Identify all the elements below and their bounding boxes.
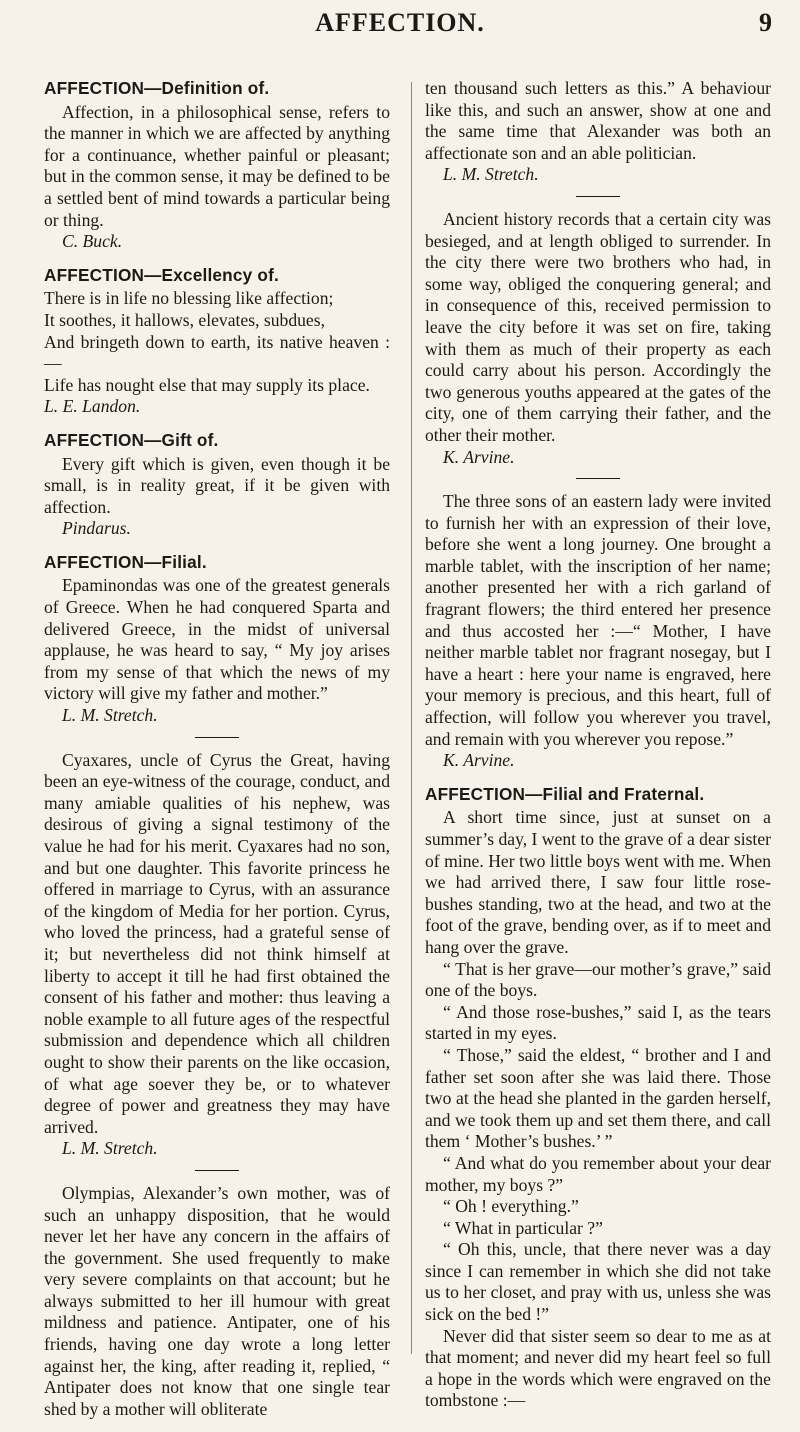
attribution: K. Arvine. bbox=[443, 446, 515, 467]
entry-text: ten thousand such letters as this.” A behaviour like this, and such an answer, show at one and the same time that Alexander was both an affectionate son and an able politician. bbox=[425, 78, 771, 163]
entry-filial-continued bbox=[425, 78, 771, 772]
attribution: L. E. Landon. bbox=[44, 396, 141, 417]
right-column bbox=[425, 78, 771, 1424]
separator-rule bbox=[195, 1170, 239, 1171]
entry-text: Ancient history records that a certain city was besieged, and at length obliged to surrender. In the city there were two brothers who had, in some way, obliged the conquering general; and in consequence of this, received permission to leave the city before it was set on fire, taking with them as much of their property as each could carry about his person. Accordingly the two generous youths appeared at the gates of the city, one of them carrying their father, and the other their mother. bbox=[425, 208, 771, 445]
verse-line: It soothes, it hallows, elevates, subdues, bbox=[44, 309, 325, 330]
dialogue-line: “ Oh this, uncle, that there never was a day since I can remember in which she did not take us to her closet, and pray with us, unless she was sick on the bed !” bbox=[425, 1239, 771, 1325]
entry-excellency bbox=[44, 265, 390, 418]
attribution: L. M. Stretch. bbox=[62, 705, 158, 726]
entry-text: Cyaxares, uncle of Cyrus the Great, having been an eye-witness of the courage, conduct, and many amiable qualities of his nephew, was desirous of giving a signal testimony of the value he had for his merit. Cyaxares had no son, and but one daughter. This favorite princess he offered in marriage to Cyrus, with an assurance of the kingdom of Media for her portion. Cyrus, who loved the princess, had a grateful sense of it; but nevertheless did not think himself at liberty to accept it till he had first obtained the consent of his father and mother: thus leaving a noble example to all future ages of the respectful submission and dependence which all children ought to show their parents on the like occasion, of what age soever they be, or to whatever degree of power and greatness they may have arrived. bbox=[44, 749, 390, 1137]
entry-gift bbox=[44, 430, 390, 540]
entry-text: Affection, in a philosophical sense, refers to the manner in which we are affected by anything for a continuance, whether painful or pleasant; but in the common sense, it may be defined to be a settled bent of mind towards a particular being or thing. bbox=[44, 101, 390, 230]
dialogue-line: “ That is her grave—our mother’s grave,” said one of the boys. bbox=[425, 958, 771, 1001]
column-divider bbox=[411, 82, 412, 1354]
dialogue-line: “ Oh ! everything.” bbox=[443, 1196, 579, 1217]
dialogue-line: “ And those rose-bushes,” said I, as the tears started in my eyes. bbox=[425, 1001, 771, 1044]
entry-text: A short time since, just at sunset on a summer’s day, I went to the grave of a dear sister of mine. Her two little boys went with me. When we had arrived there, I saw four little rose-bushes standing, two at the head, and two at the foot of the grave, bending over, as if to meet and hang over the grave. bbox=[425, 807, 771, 957]
dialogue-line: “ And what do you remember about your dear mother, my boys ?” bbox=[425, 1152, 771, 1195]
entry-heading: AFFECTION—Excellency of. bbox=[44, 264, 279, 285]
entry-heading: AFFECTION—Definition of. bbox=[44, 78, 270, 98]
running-head bbox=[0, 6, 800, 46]
entry-filial bbox=[44, 552, 390, 1421]
entry-text: Olympias, Alexander’s own mother, was of such an unhappy disposition, that he would never let her have any concern in the affairs of the government. She used frequently to make very severe complaints on that account; but he always submitted to her ill humour with great mildness and patience. Antipater, one of his friends, having one day wrote a long letter against her, the king, after reading it, replied, “ Antipater does not know that one single tear shed by a mother will obliterate bbox=[44, 1182, 390, 1419]
entry-filial-fraternal bbox=[425, 784, 771, 1412]
running-title: AFFECTION. bbox=[315, 8, 485, 37]
left-column bbox=[44, 78, 390, 1432]
entry-heading: AFFECTION—Filial and Fraternal. bbox=[425, 783, 705, 804]
separator-rule bbox=[195, 737, 239, 738]
attribution: K. Arvine. bbox=[443, 750, 515, 771]
dialogue-line: Never did that sister seem so dear to me as at that moment; and never did my heart feel so full a hope in the words which were engraved on the tombstone :— bbox=[425, 1325, 771, 1411]
page-number: 9 bbox=[759, 8, 772, 37]
dialogue-line: “ What in particular ?” bbox=[443, 1217, 603, 1238]
separator-rule bbox=[576, 196, 620, 197]
entry-definition bbox=[44, 78, 390, 253]
attribution: L. M. Stretch. bbox=[443, 164, 539, 185]
verse-line: Life has nought else that may supply its place. bbox=[44, 374, 370, 395]
entry-text: Epaminondas was one of the greatest generals of Greece. When he had conquered Sparta and delivered Greece, in the midst of universal applause, he was heard to say, “ My joy arises from my sense of that which the news of my victory will give my father and mother.” bbox=[44, 575, 390, 704]
separator-rule bbox=[576, 478, 620, 479]
entry-heading: AFFECTION—Filial. bbox=[44, 551, 207, 572]
entry-text: The three sons of an eastern lady were invited to furnish her with an expression of their love, before she went a long journey. One brought a marble tablet, with the inscription of her name; another presented her with a rich garland of fragrant flowers; the third entered her presence and thus accosted her :—“ Mother, I have neither marble tablet nor fragrant nosegay, but I have a heart : here your name is engraved, here your memory is precious, and this heart, full of affection, will follow you wherever you travel, and remain with you wherever you repose.” bbox=[425, 491, 771, 749]
verse-line: And bringeth down to earth, its native heaven :— bbox=[44, 331, 390, 374]
verse-line: There is in life no blessing like affection; bbox=[44, 288, 334, 309]
dialogue-line: “ Those,” said the eldest, “ brother and I and father set soon after she was laid there. Those two at the head she planted in the garden herself, and we took them up and set them there, and call them ‘ Mother’s bushes.’ ” bbox=[425, 1044, 771, 1152]
attribution: L. M. Stretch. bbox=[62, 1138, 158, 1159]
entry-heading: AFFECTION—Gift of. bbox=[44, 429, 219, 450]
attribution: C. Buck. bbox=[62, 231, 123, 252]
attribution: Pindarus. bbox=[62, 518, 131, 539]
entry-text: Every gift which is given, even though it be small, is in reality great, if it be given with affection. bbox=[44, 453, 390, 517]
